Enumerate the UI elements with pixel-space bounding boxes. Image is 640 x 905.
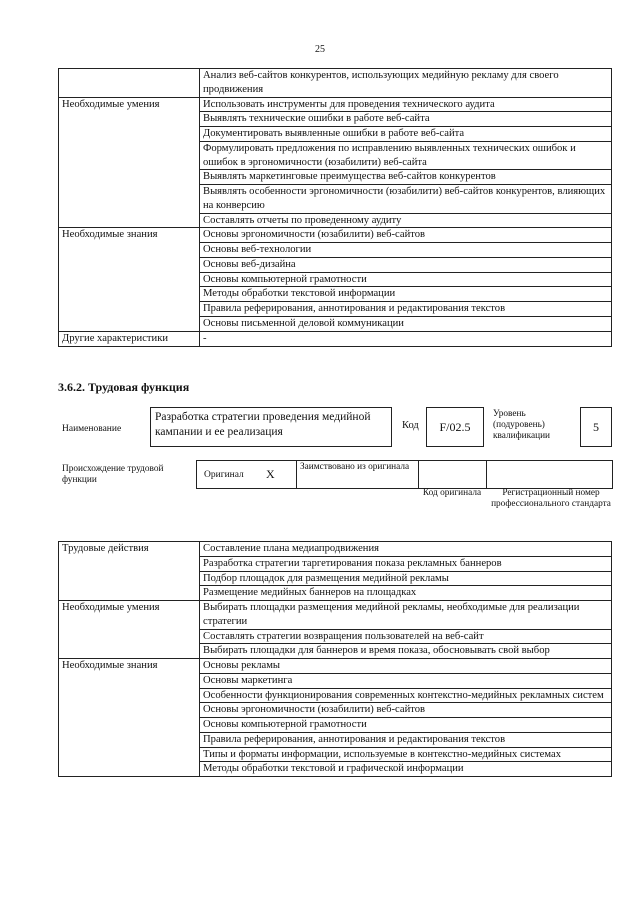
- row-text: Методы обработки текстовой и графической информации: [200, 762, 612, 777]
- origin-label: Происхождение трудовой функции: [62, 464, 164, 486]
- row-text: Особенности функционирования современных контекстно-медийных рекламных систем: [200, 688, 612, 703]
- row-label-knowledge: Необходимые знания: [59, 659, 200, 777]
- row-text: Составлять отчеты по проведенному аудиту: [200, 213, 612, 228]
- row-text: Формулировать предложения по исправлению выявленных технических ошибок и ошибок в эргономичности (юзабилити) веб-сайта: [200, 141, 612, 170]
- row-text: Основы эргономичности (юзабилити) веб-сайтов: [200, 228, 612, 243]
- row-text: -: [200, 331, 612, 346]
- original-mark: X: [266, 467, 275, 481]
- row-text: Основы веб-дизайна: [200, 257, 612, 272]
- row-label-knowledge: Необходимые знания: [59, 228, 200, 331]
- row-text: Составлять стратегии возвращения пользователей на веб-сайт: [200, 629, 612, 644]
- code-value: F/02.5: [439, 419, 471, 434]
- row-text: Основы эргономичности (юзабилити) веб-сайтов: [200, 703, 612, 718]
- original-label: Оригинал: [204, 470, 244, 480]
- row-text: Анализ веб-сайтов конкурентов, использующих медийную рекламу для своего продвижения: [200, 69, 612, 98]
- skills-table-1: [58, 68, 612, 347]
- row-text: Выбирать площадки размещения медийной рекламы, необходимые для реализации стратегии: [200, 601, 612, 630]
- table-row: [59, 659, 612, 674]
- origin-divider: [296, 460, 297, 489]
- table-row: [59, 331, 612, 346]
- row-label-skills: Необходимые умения: [59, 97, 200, 228]
- row-text: Основы компьютерной грамотности: [200, 718, 612, 733]
- row-text: Использовать инструменты для проведения технического аудита: [200, 97, 612, 112]
- table-row: [59, 228, 612, 243]
- origin-divider: [418, 460, 419, 489]
- code-label: Код: [402, 420, 419, 431]
- row-text: Правила реферирования, аннотирования и редактирования текстов: [200, 732, 612, 747]
- page-number: 25: [315, 44, 325, 55]
- table-row: [59, 542, 612, 557]
- row-text: Выявлять маркетинговые преимущества веб-сайтов конкурентов: [200, 170, 612, 185]
- row-text: Основы компьютерной грамотности: [200, 272, 612, 287]
- row-text: Основы рекламы: [200, 659, 612, 674]
- row-text: Методы обработки текстовой информации: [200, 287, 612, 302]
- row-label-actions: Трудовые действия: [59, 542, 200, 601]
- row-text: Типы и форматы информации, используемые в контекстно-медийных системах: [200, 747, 612, 762]
- row-text: Выбирать площадки для баннеров и время показа, обосновывать свой выбор: [200, 644, 612, 659]
- row-text: Размещение медийных баннеров на площадках: [200, 586, 612, 601]
- origin-divider: [486, 460, 487, 489]
- section-title: 3.6.2. Трудовая функция: [58, 380, 190, 394]
- row-text: Подбор площадок для размещения медийной рекламы: [200, 571, 612, 586]
- table-row: [59, 97, 612, 112]
- skills-table-2: [58, 541, 612, 777]
- row-text: Выявлять особенности эргономичности (юзабилити) веб-сайтов конкурентов, влияющих на конверсию: [200, 185, 612, 214]
- row-text: Основы маркетинга: [200, 673, 612, 688]
- row-text: Основы веб-технологии: [200, 243, 612, 258]
- row-text: Разработка стратегии таргетирования показа рекламных баннеров: [200, 556, 612, 571]
- row-text: Основы письменной деловой коммуникации: [200, 317, 612, 332]
- function-name-value: Разработка стратегии проведения медийной кампании и ее реализация: [155, 411, 371, 438]
- table-row: [59, 69, 612, 98]
- row-label: [59, 69, 200, 98]
- row-label-other: Другие характеристики: [59, 331, 200, 346]
- row-text: Документировать выявленные ошибки в работе веб-сайта: [200, 127, 612, 142]
- row-text: Составление плана медиапродвижения: [200, 542, 612, 557]
- row-text: Выявлять технические ошибки в работе веб-сайта: [200, 112, 612, 127]
- reg-caption: Регистрационный номер профессионального стандарта: [491, 488, 611, 510]
- borrowed-label: Заимствовано из оригинала: [300, 462, 410, 472]
- code-value-box: [426, 407, 484, 447]
- level-label: Уровень (подуровень) квалификации: [493, 409, 551, 442]
- code-caption: Код оригинала: [422, 488, 482, 498]
- function-name-box: [150, 407, 392, 447]
- level-value: 5: [593, 419, 599, 434]
- table-row: [59, 601, 612, 630]
- name-label: Наименование: [62, 424, 122, 434]
- row-label-skills: Необходимые умения: [59, 601, 200, 659]
- level-value-box: [580, 407, 612, 447]
- row-text: Правила реферирования, аннотирования и редактирования текстов: [200, 302, 612, 317]
